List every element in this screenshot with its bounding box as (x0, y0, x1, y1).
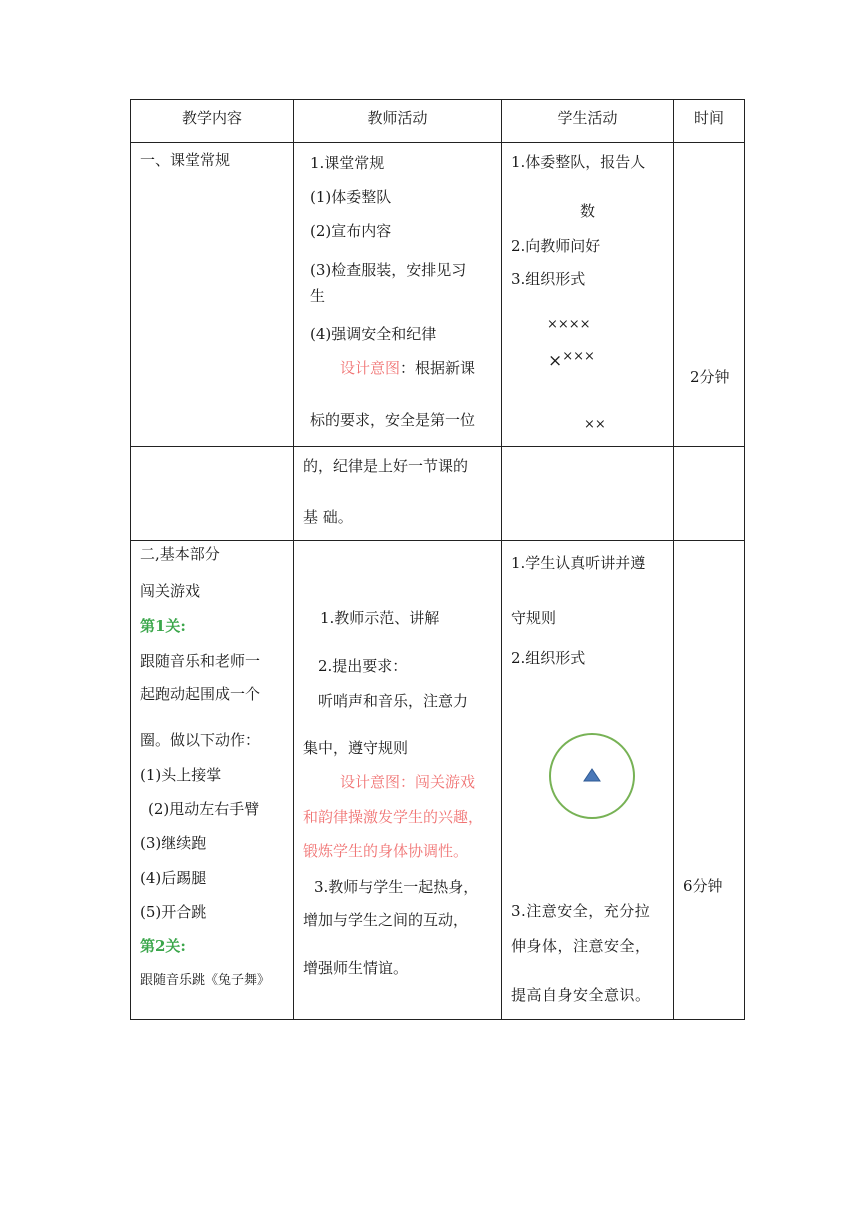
s2-teacher-line: 增加与学生之间的互动， (303, 911, 469, 929)
formation-marks: ××× (562, 349, 595, 364)
section1-content: 一、课堂常规 (140, 151, 231, 169)
continuation-bottom (130, 540, 745, 541)
s2-design-intent: 和韵律操激发学生的兴趣， (303, 808, 484, 826)
s2-content-line: 圈。做以下动作： (140, 731, 261, 749)
header-content: 教学内容 (181, 109, 242, 127)
s2-content-line: 跟随音乐和老师一 (140, 652, 261, 670)
s1-student-line: 1.体委整队，报告人 (511, 153, 646, 171)
s2-student-line: 提高自身安全意识。 (511, 986, 651, 1004)
s2-student-line: 3.注意安全，充分拉 (511, 902, 651, 920)
level-1-title: 第1关: (140, 617, 186, 635)
level-2-title: 第2关: (140, 937, 186, 955)
action-item: (4)后踢腿 (140, 869, 207, 887)
header-student: 学生活动 (557, 109, 618, 127)
action-item: (5)开合跳 (140, 903, 207, 921)
s2-teacher-line: 1.教师示范、讲解 (320, 609, 440, 627)
table-border-left (130, 99, 131, 1019)
s2-content-line: 二,基本部分 (140, 545, 220, 563)
s2-student-line: 1.学生认真听讲并遵 (511, 554, 646, 572)
s1-design-intent (340, 358, 475, 378)
s1-teacher-line: 基 础。 (303, 508, 353, 526)
s2-student-line: 守规则 (511, 609, 557, 627)
teacher-triangle-icon (584, 769, 600, 781)
col-divider-2 (501, 99, 502, 1019)
s2-teacher-line: 3.教师与学生一起热身， (314, 878, 479, 896)
s2-student-line: 2.组织形式 (511, 649, 586, 667)
col-divider-1 (293, 99, 294, 1019)
s2-student-line: 伸身体，注意安全， (511, 937, 651, 955)
header-teacher: 教师活动 (367, 109, 428, 127)
section1-bottom (130, 446, 745, 447)
table-border-top (130, 99, 745, 100)
s1-teacher-line: 生 (310, 287, 326, 305)
circle-formation-diagram (547, 731, 637, 821)
s1-teacher-line: (1)体委整队 (310, 188, 392, 206)
section2-time: 6分钟 (683, 877, 723, 895)
table-border-bottom (130, 1019, 745, 1020)
s1-teacher-line: 的，纪律是上好一节课的 (303, 457, 469, 475)
header-divider (130, 142, 745, 143)
s2-design-intent: 锻炼学生的身体协调性。 (303, 842, 469, 860)
s2-design-intent: 设计意图：闯关游戏 (340, 773, 476, 791)
formation-row: ×× (584, 417, 606, 432)
action-item: (2)甩动左右手臂 (148, 800, 260, 818)
col-divider-3 (673, 99, 674, 1019)
s1-student-line: 2.向教师问好 (511, 237, 601, 255)
s2-teacher-line: 2.提出要求： (318, 657, 408, 675)
s1-teacher-line: 1.课堂常规 (310, 154, 385, 172)
s2-content-line: 跟随音乐跳《兔子舞》 (140, 973, 271, 988)
s1-teacher-line: (3)检查服装，安排见习 (310, 261, 467, 279)
s1-teacher-line: (4)强调安全和纪律 (310, 325, 437, 343)
action-item: (3)继续跑 (140, 834, 207, 852)
s1-student-line: 数 (580, 202, 596, 220)
header-time: 时间 (693, 109, 724, 127)
s1-teacher-line: 标的要求，安全是第一位 (310, 411, 476, 429)
s2-content-line: 闯关游戏 (140, 582, 201, 600)
action-item: (1)头上接掌 (140, 766, 222, 784)
design-intent-text: ：根据新课 (400, 359, 476, 377)
formation-leader-mark: × (548, 351, 563, 371)
s1-teacher-line: (2)宣布内容 (310, 222, 392, 240)
s2-content-line: 起跑动起围成一个 (140, 685, 261, 703)
s2-teacher-line: 听哨声和音乐，注意力 (318, 692, 469, 710)
design-intent-label: 设计意图 (340, 359, 401, 377)
formation-row: ×××× (547, 317, 591, 332)
table-border-right (744, 99, 745, 1019)
s2-teacher-line: 增强师生情谊。 (303, 959, 409, 977)
section1-time: 2分钟 (690, 368, 730, 386)
formation-row (548, 347, 595, 371)
s1-student-line: 3.组织形式 (511, 270, 586, 288)
s2-teacher-line: 集中，遵守规则 (303, 739, 409, 757)
